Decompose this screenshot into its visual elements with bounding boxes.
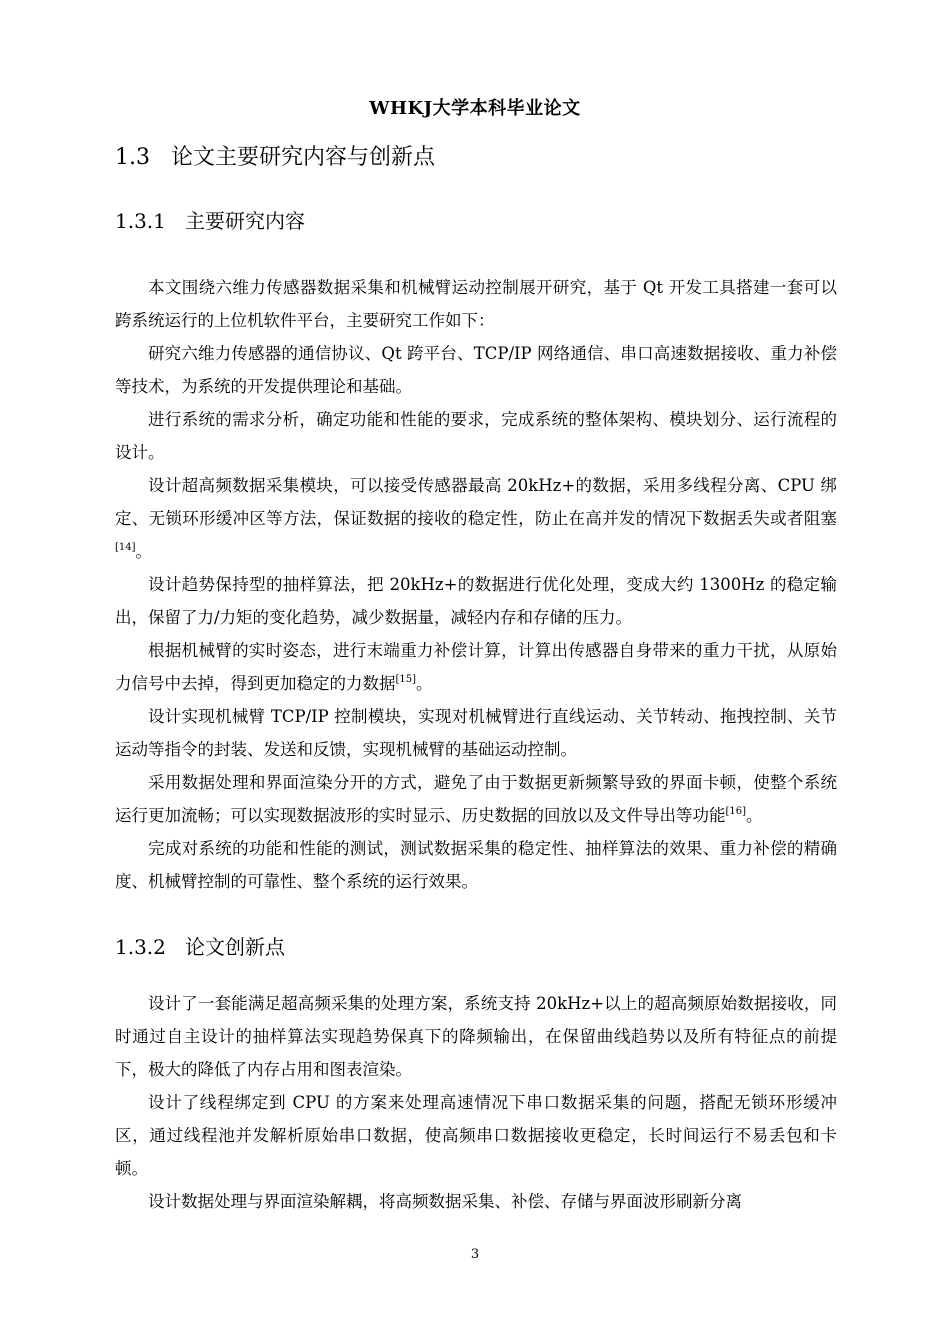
page-number: 3 xyxy=(470,1247,480,1262)
paragraph xyxy=(115,1185,837,1218)
paragraph-text: 设计了一套能满足超高频采集的处理方案，系统支持 20kHz+以上的超高频原始数据接收，同时通过自主设计的抽样算法实现趋势保真下的降频输出，在保留曲线趋势以及所有特征点的前提下，极大的降低了内存占用和图表渲染。 xyxy=(115,994,837,1079)
paragraph xyxy=(115,987,837,1086)
paragraph-text: 进行系统的需求分析，确定功能和性能的要求，完成系统的整体架构、模块划分、运行流程的设计。 xyxy=(115,410,837,462)
paragraph xyxy=(115,271,837,337)
paragraph xyxy=(115,337,837,403)
section-number: 1.3 xyxy=(115,145,150,170)
paragraph xyxy=(115,403,837,469)
paragraph xyxy=(115,832,837,898)
subsection-number: 1.3.2 xyxy=(115,935,166,959)
paragraph-text: 设计数据处理与界面渲染解耦，将高频数据采集、补偿、存储与界面波形刷新分离 xyxy=(148,1192,742,1211)
paragraph-text: 采用数据处理和界面渲染分开的方式，避免了由于数据更新频繁导致的界面卡顿，使整个系统运行更加流畅；可以实现数据波形的实时显示、历史数据的回放以及文件导出等功能 xyxy=(115,773,837,825)
paragraph-text: 根据机械臂的实时姿态，进行末端重力补偿计算，计算出传感器自身带来的重力干扰，从原始力信号中去掉，得到更加稳定的力数据 xyxy=(115,641,837,693)
paragraph-tail: 。 xyxy=(746,806,763,825)
citation-ref: [16] xyxy=(725,805,747,817)
paragraph-text: 完成对系统的功能和性能的测试，测试数据采集的稳定性、抽样算法的效果、重力补偿的精确度、机械臂控制的可靠性、整个系统的运行效果。 xyxy=(115,839,837,891)
citation-ref: [14] xyxy=(115,541,136,553)
section-title: 论文主要研究内容与创新点 xyxy=(170,145,435,170)
paragraph-text: 设计了线程绑定到 CPU 的方案来处理高速情况下串口数据采集的问题，搭配无锁环形缓冲区，通过线程池并发解析原始串口数据，使高频串口数据接收更稳定，长时间运行不易丢包和卡顿。 xyxy=(115,1093,837,1178)
subsection-number: 1.3.1 xyxy=(115,209,166,233)
citation-ref: [15] xyxy=(395,673,417,685)
paragraph xyxy=(115,1086,837,1185)
subsection-heading-2 xyxy=(115,931,285,960)
section-heading xyxy=(115,140,435,171)
paragraph-text: 设计实现机械臂 TCP/IP 控制模块，实现对机械臂进行直线运动、关节转动、拖拽控制、关节运动等指令的封装、发送和反馈，实现机械臂的基础运动控制。 xyxy=(115,707,837,759)
paragraph-tail: 。 xyxy=(416,674,433,693)
subsection-title: 主要研究内容 xyxy=(184,209,305,233)
paragraph xyxy=(115,568,837,634)
paragraph-text: 设计超高频数据采集模块，可以接受传感器最高 20kHz+的数据，采用多线程分离、CPU 绑定、无锁环形缓冲区等方法，保证数据的接收的稳定性，防止在高并发的情况下数据丢失或者阻塞 xyxy=(115,476,837,528)
paragraph-tail: 。 xyxy=(135,542,153,561)
subsection-heading-1 xyxy=(115,205,305,234)
innovation-body xyxy=(115,987,837,1218)
paragraph xyxy=(115,634,837,700)
paragraph xyxy=(115,469,837,568)
research-content-body xyxy=(115,271,837,898)
running-header: WHKJ大学本科毕业论文 xyxy=(369,98,581,119)
subsection-title: 论文创新点 xyxy=(184,935,285,959)
paragraph xyxy=(115,700,837,766)
paragraph-text: 本文围绕六维力传感器数据采集和机械臂运动控制展开研究，基于 Qt 开发工具搭建一套可以跨系统运行的上位机软件平台，主要研究工作如下： xyxy=(115,278,837,330)
paragraph xyxy=(115,766,837,832)
paragraph-text: 设计趋势保持型的抽样算法，把 20kHz+的数据进行优化处理，变成大约 1300Hz 的稳定输出，保留了力/力矩的变化趋势，减少数据量，减轻内存和存储的压力。 xyxy=(115,575,837,627)
paragraph-text: 研究六维力传感器的通信协议、Qt 跨平台、TCP/IP 网络通信、串口高速数据接收、重力补偿等技术，为系统的开发提供理论和基础。 xyxy=(115,344,837,396)
